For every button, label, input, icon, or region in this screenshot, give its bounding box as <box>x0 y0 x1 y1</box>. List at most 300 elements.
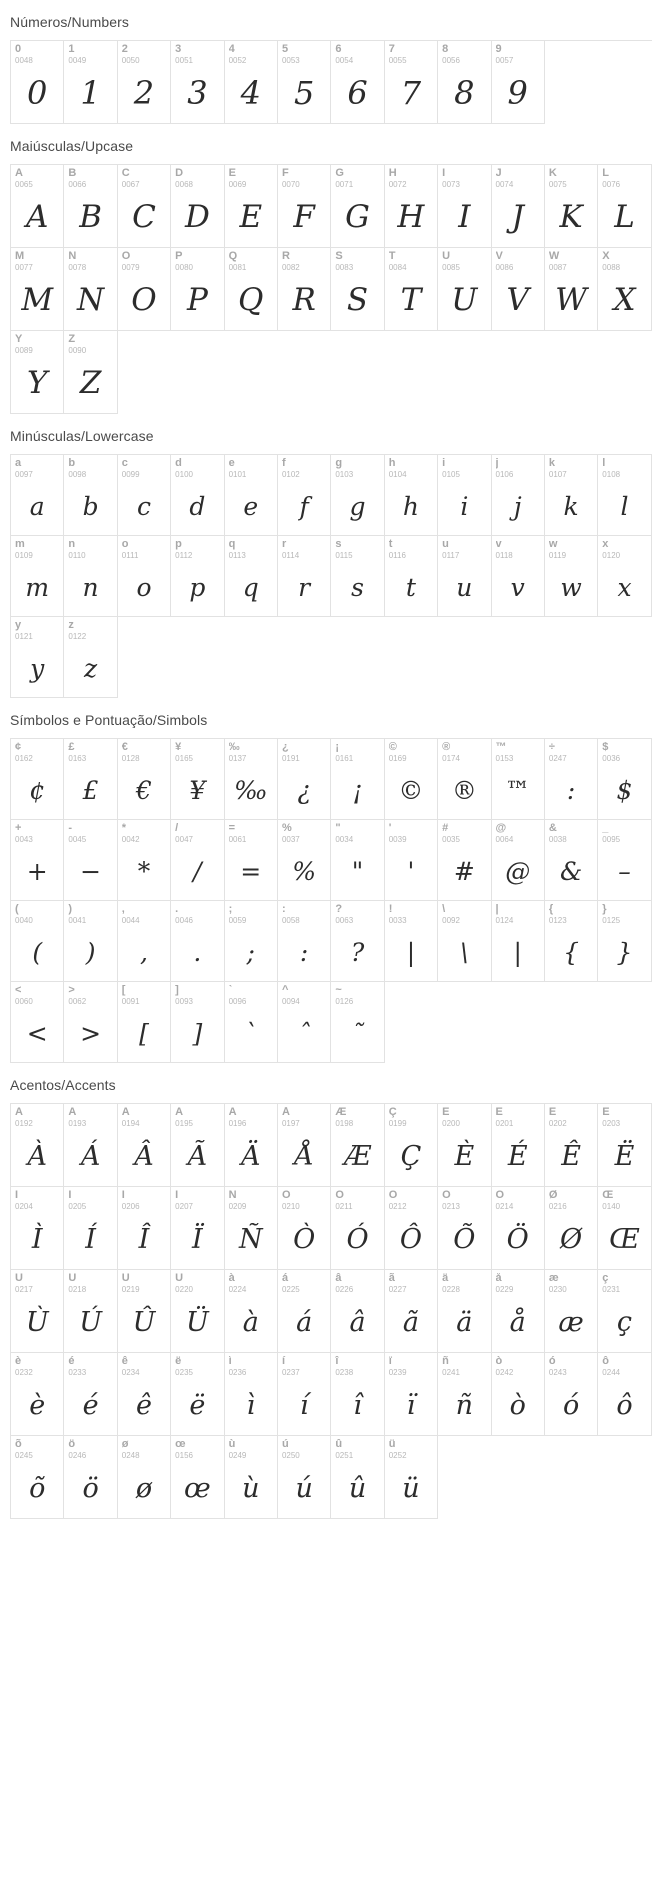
glyph-cell[interactable] <box>171 1436 224 1519</box>
glyph-char-label: é <box>68 1356 75 1367</box>
glyph-preview: Ù <box>25 1306 49 1338</box>
glyph-cell[interactable] <box>598 739 651 820</box>
glyph-cell[interactable] <box>438 41 491 124</box>
glyph-char-label: d <box>175 458 182 469</box>
glyph-code-label: 0112 <box>175 551 193 560</box>
glyph-preview: ™ <box>505 775 531 805</box>
glyph-code-label: 0194 <box>121 1119 140 1128</box>
glyph-code-label: 0210 <box>281 1202 300 1211</box>
glyph-cell[interactable] <box>118 982 171 1063</box>
glyph-cell[interactable] <box>438 901 491 982</box>
glyph-code-label: 0081 <box>228 263 247 272</box>
glyph-cell[interactable] <box>545 248 598 331</box>
glyph-cell[interactable] <box>64 165 117 248</box>
glyph-cell[interactable] <box>11 1270 64 1353</box>
glyph-preview: h <box>402 491 419 521</box>
glyph-cell[interactable] <box>171 901 224 982</box>
glyph-preview: % <box>292 856 317 886</box>
glyph-code-label: 0113 <box>228 551 246 560</box>
glyph-cell[interactable] <box>64 536 117 617</box>
glyph-cell[interactable] <box>278 1270 331 1353</box>
glyph-cell[interactable] <box>492 820 545 901</box>
glyph-code-label: 0247 <box>548 754 567 763</box>
glyph-meta <box>492 1187 544 1213</box>
glyph-preview: O <box>131 281 157 318</box>
glyph-cell[interactable] <box>331 41 384 124</box>
glyph-cell[interactable] <box>64 41 117 124</box>
glyph-cell[interactable] <box>171 1270 224 1353</box>
glyph-preview: & <box>559 856 583 886</box>
glyph-cell[interactable] <box>278 1187 331 1270</box>
glyph-meta <box>64 982 116 1008</box>
glyph-cell[interactable] <box>545 165 598 248</box>
glyph-cell[interactable] <box>11 248 64 331</box>
glyph-cell[interactable] <box>545 820 598 901</box>
glyph-cell[interactable] <box>171 820 224 901</box>
glyph-cell[interactable] <box>118 1436 171 1519</box>
glyph-cell[interactable] <box>385 901 438 982</box>
glyph-cell[interactable] <box>278 1436 331 1519</box>
glyph-cell[interactable] <box>278 455 331 536</box>
glyph-cell[interactable] <box>11 982 64 1063</box>
glyph-cell[interactable] <box>492 1104 545 1187</box>
glyph-preview: È <box>454 1140 475 1172</box>
glyph-preview: 1 <box>80 74 101 112</box>
glyph-cell[interactable] <box>171 1104 224 1187</box>
glyph-char-label: Q <box>228 251 238 262</box>
glyph-code-label: 0087 <box>548 263 567 272</box>
glyph-cell[interactable] <box>385 820 438 901</box>
glyph-cell[interactable] <box>225 820 278 901</box>
glyph-preview: ` <box>244 1018 257 1048</box>
glyph-cell[interactable] <box>278 1104 331 1187</box>
glyph-cell[interactable] <box>118 455 171 536</box>
glyph-preview: ç <box>616 1306 633 1338</box>
glyph-cell[interactable] <box>225 536 278 617</box>
glyph-cell[interactable] <box>278 536 331 617</box>
glyph-cell[interactable] <box>598 536 651 617</box>
glyph-cell[interactable] <box>225 901 278 982</box>
glyph-char-label: € <box>121 742 128 753</box>
glyph-cell[interactable] <box>225 982 278 1063</box>
glyph-cell[interactable] <box>598 901 651 982</box>
glyph-meta <box>118 455 170 481</box>
glyph-preview: o <box>136 572 152 602</box>
glyph-cell[interactable] <box>438 739 491 820</box>
glyph-cell[interactable] <box>492 165 545 248</box>
glyph-cell[interactable] <box>64 617 117 698</box>
glyph-cell[interactable] <box>598 455 651 536</box>
section-title: Símbolos e Pontuação/Simbols <box>10 712 208 728</box>
glyph-cell[interactable] <box>278 739 331 820</box>
glyph-cell[interactable] <box>331 1104 384 1187</box>
glyph-char-label: á <box>281 1273 289 1284</box>
glyph-char-label: à <box>228 1273 235 1284</box>
glyph-cell[interactable] <box>545 1104 598 1187</box>
glyph-cell[interactable] <box>171 982 224 1063</box>
glyph-cell[interactable] <box>64 455 117 536</box>
glyph-cell[interactable] <box>545 536 598 617</box>
glyph-code-label: 0067 <box>121 180 140 189</box>
glyph-preview: É <box>507 1140 528 1172</box>
glyph-cell[interactable] <box>385 1104 438 1187</box>
glyph-preview: > <box>80 1018 102 1048</box>
glyph-cell[interactable] <box>331 1436 384 1519</box>
glyph-preview: ù <box>242 1472 260 1504</box>
glyph-cell[interactable] <box>11 901 64 982</box>
glyph-cell[interactable] <box>385 455 438 536</box>
glyph-code-label: 0066 <box>68 180 87 189</box>
glyph-meta <box>11 739 63 765</box>
glyph-cell[interactable] <box>118 536 171 617</box>
glyph-cell[interactable] <box>545 455 598 536</box>
glyph-cell[interactable] <box>225 1104 278 1187</box>
glyph-cell[interactable] <box>438 165 491 248</box>
glyph-preview: 2 <box>133 74 155 112</box>
glyph-char-label: | <box>495 904 499 915</box>
glyph-cell[interactable] <box>225 455 278 536</box>
glyph-cell[interactable] <box>545 1270 598 1353</box>
glyph-cell[interactable] <box>492 901 545 982</box>
glyph-code-label: 0174 <box>442 754 460 763</box>
glyph-cell[interactable] <box>118 165 171 248</box>
glyph-cell[interactable] <box>385 536 438 617</box>
glyph-cell[interactable] <box>118 901 171 982</box>
glyph-cell[interactable] <box>225 739 278 820</box>
glyph-meta <box>118 739 170 765</box>
glyph-meta <box>225 248 277 274</box>
glyph-cell[interactable] <box>492 248 545 331</box>
glyph-meta <box>385 1104 437 1130</box>
glyph-cell[interactable] <box>492 1270 545 1353</box>
glyph-char-label: ) <box>68 904 73 915</box>
glyph-cell[interactable] <box>278 820 331 901</box>
glyph-char-label: y <box>15 620 22 631</box>
glyph-cell[interactable] <box>278 901 331 982</box>
glyph-meta <box>64 536 116 562</box>
glyph-cell[interactable] <box>492 1353 545 1436</box>
glyph-char-label: \ <box>442 904 446 915</box>
glyph-cell[interactable] <box>438 1270 491 1353</box>
glyph-code-label: 0224 <box>228 1285 247 1294</box>
glyph-cell[interactable] <box>225 165 278 248</box>
glyph-preview: Â <box>134 1140 154 1172</box>
glyph-cell[interactable] <box>331 455 384 536</box>
glyph-cell[interactable] <box>11 455 64 536</box>
glyph-code-label: 0078 <box>68 263 87 272</box>
glyph-cell[interactable] <box>278 165 331 248</box>
glyph-cell[interactable] <box>278 248 331 331</box>
glyph-cell[interactable] <box>11 820 64 901</box>
glyph-cell[interactable] <box>385 1353 438 1436</box>
glyph-code-label: 0099 <box>121 470 140 479</box>
glyph-code-label: 0109 <box>15 551 33 560</box>
glyph-char-label: B <box>68 168 77 179</box>
glyph-cell[interactable] <box>225 248 278 331</box>
glyph-cell[interactable] <box>331 248 384 331</box>
glyph-meta <box>64 1187 116 1213</box>
glyph-meta <box>278 1270 330 1296</box>
glyph-cell[interactable] <box>171 1187 224 1270</box>
glyph-cell[interactable] <box>545 901 598 982</box>
glyph-char-label: É <box>495 1107 503 1118</box>
glyph-meta <box>331 820 383 846</box>
glyph-preview: 5 <box>293 74 315 112</box>
glyph-meta <box>331 1436 383 1462</box>
glyph-char-label: ø <box>121 1439 129 1450</box>
glyph-preview: ö <box>82 1472 99 1504</box>
glyph-cell[interactable] <box>598 1187 651 1270</box>
glyph-code-label: 0245 <box>15 1451 33 1460</box>
glyph-char-label: ô <box>602 1356 610 1367</box>
glyph-char-label: - <box>68 823 73 834</box>
section-symbols <box>0 698 661 1063</box>
glyph-cell[interactable] <box>438 455 491 536</box>
glyph-cell[interactable] <box>171 1353 224 1436</box>
glyph-meta <box>545 901 597 927</box>
glyph-cell[interactable] <box>331 1187 384 1270</box>
glyph-char-label: ¡ <box>335 742 340 753</box>
glyph-char-label: k <box>548 458 556 469</box>
glyph-cell[interactable] <box>118 739 171 820</box>
glyph-cell[interactable] <box>492 739 545 820</box>
glyph-char-label: £ <box>68 742 75 753</box>
glyph-cell[interactable] <box>385 165 438 248</box>
glyph-cell[interactable] <box>225 1187 278 1270</box>
glyph-cell[interactable] <box>225 1353 278 1436</box>
glyph-code-label: 0090 <box>68 346 87 355</box>
glyph-preview: 4 <box>240 74 261 112</box>
glyph-char-label: j <box>495 458 499 469</box>
glyph-code-label: 0163 <box>68 754 87 763</box>
glyph-meta <box>385 739 437 765</box>
glyph-cell[interactable] <box>118 1187 171 1270</box>
glyph-meta <box>545 455 597 481</box>
glyph-cell[interactable] <box>492 1187 545 1270</box>
glyph-cell[interactable] <box>64 248 117 331</box>
glyph-preview: 7 <box>400 74 422 112</box>
glyph-cell[interactable] <box>64 331 117 414</box>
glyph-char-label: ¿ <box>281 742 289 753</box>
glyph-meta <box>438 739 490 765</box>
glyph-cell[interactable] <box>385 1187 438 1270</box>
glyph-cell[interactable] <box>11 1353 64 1436</box>
glyph-code-label: 0209 <box>228 1202 247 1211</box>
glyph-cell[interactable] <box>118 1353 171 1436</box>
glyph-code-label: 0074 <box>495 180 514 189</box>
glyph-char-label: Ü <box>175 1273 184 1284</box>
glyph-cell[interactable] <box>118 248 171 331</box>
glyph-meta <box>64 739 116 765</box>
glyph-preview: y <box>30 653 45 683</box>
glyph-cell[interactable] <box>11 1436 64 1519</box>
glyph-char-label: Ä <box>228 1107 237 1118</box>
glyph-meta <box>492 536 544 562</box>
glyph-cell[interactable] <box>438 536 491 617</box>
glyph-preview: d <box>189 491 206 521</box>
glyph-preview: 9 <box>507 74 528 112</box>
glyph-meta <box>225 1104 277 1130</box>
glyph-cell[interactable] <box>171 248 224 331</box>
glyph-cell[interactable] <box>438 1187 491 1270</box>
glyph-cell[interactable] <box>171 165 224 248</box>
glyph-cell[interactable] <box>331 820 384 901</box>
glyph-cell[interactable] <box>545 1187 598 1270</box>
glyph-cell[interactable] <box>598 1270 651 1353</box>
glyph-cell[interactable] <box>331 165 384 248</box>
glyph-code-label: 0191 <box>281 754 300 763</box>
glyph-cell[interactable] <box>278 1353 331 1436</box>
glyph-preview: ? <box>350 937 365 967</box>
glyph-cell[interactable] <box>64 1104 117 1187</box>
glyph-cell[interactable] <box>331 1353 384 1436</box>
glyph-char-label: = <box>228 823 235 834</box>
glyph-meta <box>438 1353 490 1379</box>
glyph-meta <box>64 901 116 927</box>
glyph-cell[interactable] <box>331 739 384 820</box>
glyph-cell[interactable] <box>492 41 545 124</box>
glyph-char-label: C <box>121 168 130 179</box>
glyph-preview: ì <box>246 1389 256 1421</box>
section-upcase <box>0 124 661 414</box>
glyph-char-label: t <box>388 539 393 550</box>
glyph-cell[interactable] <box>64 1270 117 1353</box>
glyph-preview: 8 <box>454 74 475 112</box>
glyph-cell[interactable] <box>11 617 64 698</box>
glyph-cell[interactable] <box>225 1270 278 1353</box>
glyph-cell[interactable] <box>171 41 224 124</box>
glyph-char-label: ÷ <box>548 742 555 753</box>
glyph-cell[interactable] <box>11 1104 64 1187</box>
glyph-cell[interactable] <box>278 41 331 124</box>
glyph-cell[interactable] <box>11 331 64 414</box>
glyph-char-label: Ç <box>388 1107 397 1118</box>
glyph-meta <box>545 1353 597 1379</box>
glyph-char-label: ñ <box>442 1356 449 1367</box>
glyph-meta <box>385 248 437 274</box>
glyph-meta <box>118 982 170 1008</box>
glyph-cell[interactable] <box>278 982 331 1063</box>
glyph-cell[interactable] <box>64 1436 117 1519</box>
glyph-preview: ¢ <box>29 775 46 805</box>
glyph-cell[interactable] <box>598 165 651 248</box>
glyph-cell[interactable] <box>545 739 598 820</box>
glyph-cell[interactable] <box>171 455 224 536</box>
glyph-cell[interactable] <box>11 536 64 617</box>
glyph-preview: j <box>513 491 522 521</box>
glyph-meta <box>278 1104 330 1130</box>
glyph-cell[interactable] <box>385 1436 438 1519</box>
glyph-cell[interactable] <box>171 739 224 820</box>
glyph-cell[interactable] <box>64 901 117 982</box>
glyph-cell[interactable] <box>492 536 545 617</box>
glyph-cell[interactable] <box>171 536 224 617</box>
glyph-code-label: 0061 <box>228 835 247 844</box>
glyph-cell[interactable] <box>385 248 438 331</box>
glyph-cell[interactable] <box>438 820 491 901</box>
glyph-cell[interactable] <box>438 1353 491 1436</box>
glyph-cell[interactable] <box>598 1353 651 1436</box>
glyph-cell[interactable] <box>11 165 64 248</box>
glyph-code-label: 0251 <box>335 1451 354 1460</box>
glyph-cell[interactable] <box>11 739 64 820</box>
glyph-cell[interactable] <box>598 820 651 901</box>
glyph-meta <box>492 1270 544 1296</box>
glyph-cell[interactable] <box>118 820 171 901</box>
glyph-cell[interactable] <box>11 41 64 124</box>
glyph-preview: ï <box>406 1389 416 1421</box>
glyph-meta <box>171 455 223 481</box>
glyph-preview: ò <box>509 1389 526 1421</box>
glyph-cell[interactable] <box>64 1187 117 1270</box>
glyph-meta <box>225 165 277 191</box>
glyph-cell[interactable] <box>64 982 117 1063</box>
glyph-code-label: 0033 <box>388 916 407 925</box>
glyph-char-label: ë <box>175 1356 182 1367</box>
glyph-char-label: Ò <box>281 1190 291 1201</box>
glyph-preview: ¥ <box>189 775 206 805</box>
glyph-cell[interactable] <box>225 41 278 124</box>
glyph-meta <box>438 1187 490 1213</box>
glyph-cell[interactable] <box>385 739 438 820</box>
glyph-cell[interactable] <box>598 248 651 331</box>
glyph-cell[interactable] <box>225 1436 278 1519</box>
glyph-cell[interactable] <box>118 1270 171 1353</box>
glyph-cell[interactable] <box>492 455 545 536</box>
glyph-code-label: 0161 <box>335 754 354 763</box>
glyph-cell[interactable] <box>64 1353 117 1436</box>
glyph-cell[interactable] <box>385 1270 438 1353</box>
glyph-preview: é <box>82 1389 99 1421</box>
glyph-preview: H <box>397 198 425 235</box>
glyph-char-label: { <box>548 904 554 915</box>
glyph-cell[interactable] <box>331 901 384 982</box>
glyph-cell[interactable] <box>438 248 491 331</box>
glyph-code-label: 0093 <box>175 997 193 1006</box>
glyph-preview: u <box>456 572 473 602</box>
glyph-code-label: 0050 <box>121 56 140 65</box>
glyph-cell[interactable] <box>331 536 384 617</box>
glyph-cell[interactable] <box>331 1270 384 1353</box>
glyph-cell[interactable] <box>118 1104 171 1187</box>
glyph-cell[interactable] <box>545 1353 598 1436</box>
glyph-preview: ã <box>402 1306 419 1338</box>
glyph-cell[interactable] <box>64 820 117 901</box>
glyph-meta <box>11 41 63 67</box>
glyph-meta <box>64 1436 116 1462</box>
glyph-meta <box>438 820 490 846</box>
glyph-char-label: Ì <box>15 1190 19 1201</box>
glyph-preview: î <box>353 1389 362 1421</box>
glyph-cell[interactable] <box>11 1187 64 1270</box>
glyph-cell[interactable] <box>64 739 117 820</box>
glyph-cell[interactable] <box>598 1104 651 1187</box>
glyph-cell[interactable] <box>438 1104 491 1187</box>
glyph-code-label: 0250 <box>281 1451 300 1460</box>
glyph-cell[interactable] <box>118 41 171 124</box>
glyph-meta <box>118 165 170 191</box>
glyph-char-label: Œ <box>602 1190 614 1201</box>
glyph-cell[interactable] <box>385 41 438 124</box>
glyph-meta <box>278 455 330 481</box>
glyph-preview: ¡ <box>352 775 363 805</box>
glyph-meta <box>385 1187 437 1213</box>
glyph-code-label: 0123 <box>548 916 567 925</box>
glyph-cell[interactable] <box>331 982 384 1063</box>
glyph-meta <box>331 536 383 562</box>
glyph-char-label: r <box>281 539 287 550</box>
glyph-meta <box>225 1353 277 1379</box>
